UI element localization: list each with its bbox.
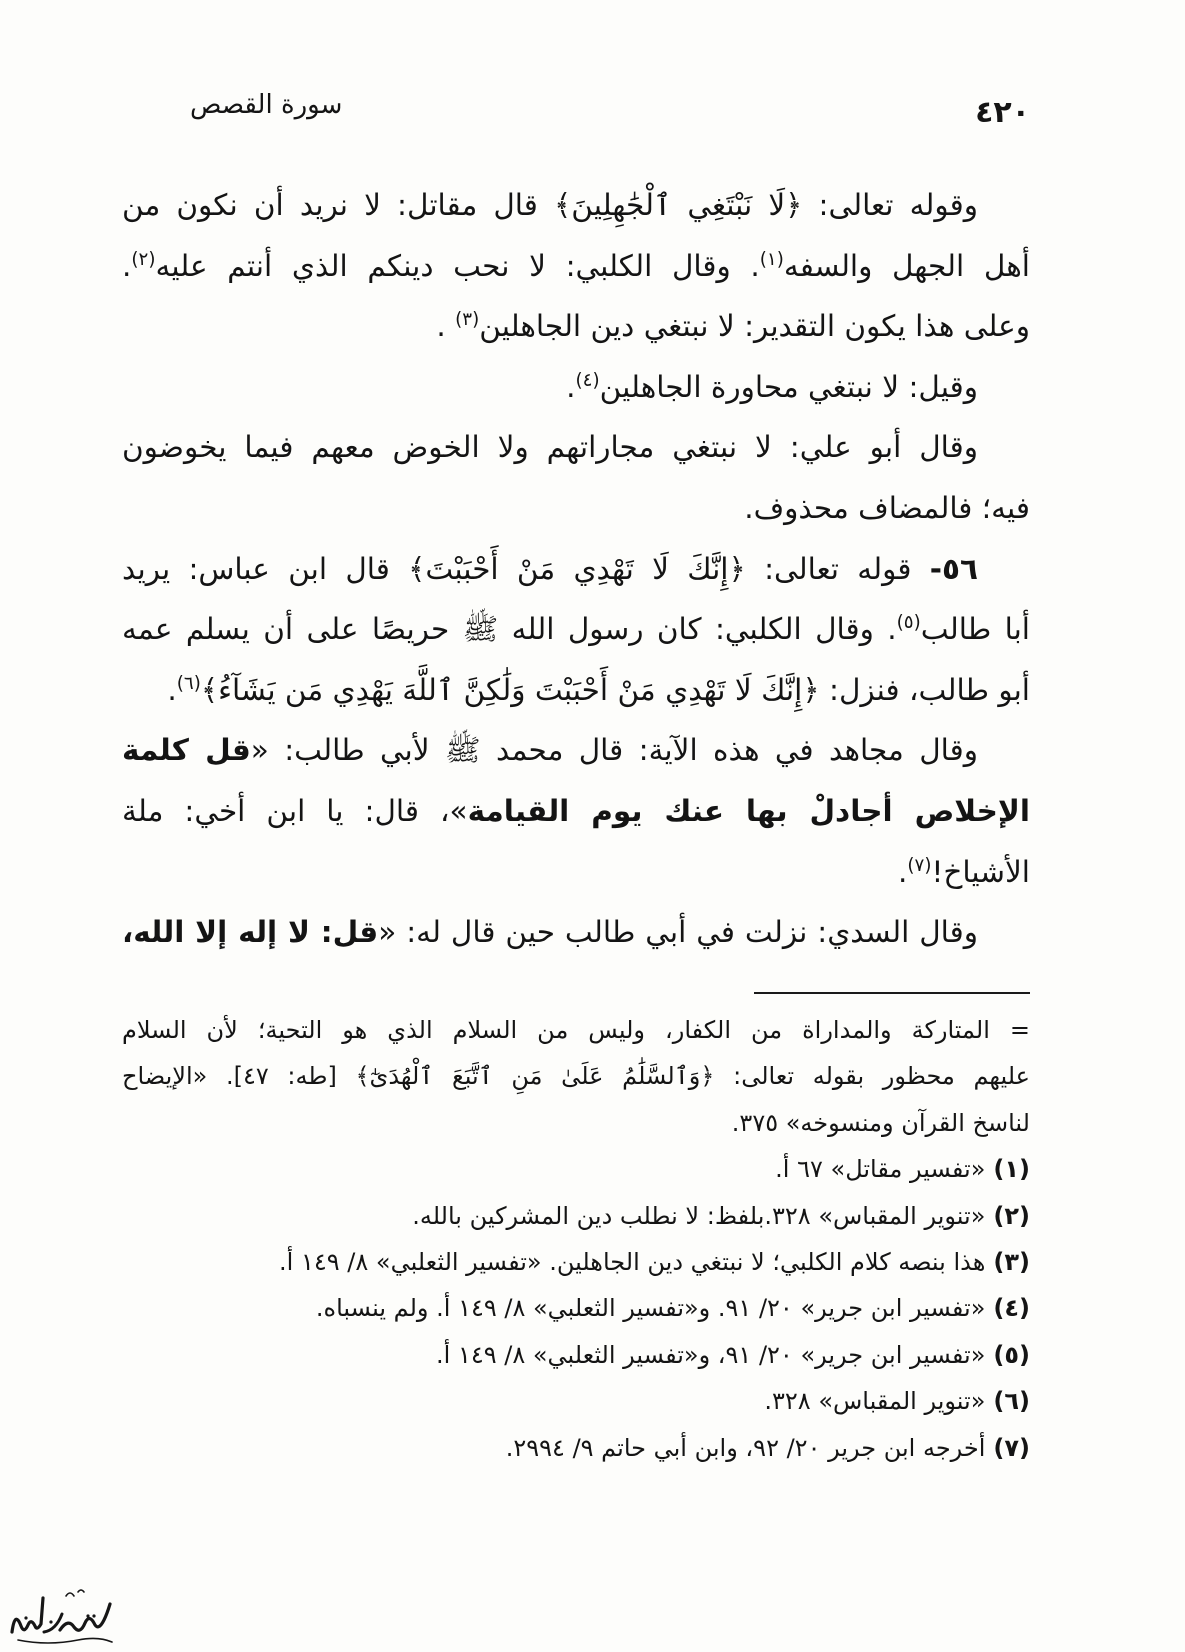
footnote — [122, 1378, 1030, 1424]
footnote-separator — [754, 992, 1030, 994]
text-segment: . — [122, 248, 132, 283]
text-segment: . — [898, 854, 908, 889]
footnote-text: «تفسير ابن جرير» ٢٠/ ٩١، و«تفسير الثعلبي» ٨/ ١٤٩ أ. — [436, 1340, 986, 1369]
footnote-marker: (٥) — [896, 612, 921, 634]
paragraph — [122, 720, 1030, 902]
text-segment: وعلى هذا يكون التقدير: لا نبتغي دين الجاهلين — [479, 309, 1030, 344]
text-segment: »، قال: يا ابن أخي: ملة — [122, 793, 468, 828]
footnote — [122, 1239, 1030, 1285]
paragraph — [122, 175, 1030, 357]
text-line — [122, 902, 1030, 963]
text-line — [122, 417, 1030, 478]
footnote — [122, 1332, 1030, 1378]
text-segment: وقيل: لا نبتغي محاورة الجاهلين — [599, 369, 978, 404]
footnotes — [122, 1007, 1030, 1471]
footnote-number: (٧) — [993, 1433, 1030, 1462]
text-line — [122, 357, 1030, 418]
paragraph — [122, 357, 1030, 418]
watermark-logo-icon — [4, 1582, 118, 1648]
footnote-text: أخرجه ابن جرير ٢٠/ ٩٢، وابن أبي حاتم ٩/ ٢٩٩٤. — [505, 1433, 986, 1462]
text-segment: وقال مجاهد في هذه الآية: قال محمد ﷺ لأبي طالب: « — [250, 733, 978, 768]
text-segment: الأشياخ! — [931, 854, 1030, 889]
main-text — [122, 175, 1030, 963]
footnote-number: (١) — [993, 1155, 1030, 1184]
text-segment: . — [167, 672, 177, 707]
footnote-marker: (٣) — [455, 309, 480, 331]
text-segment: أبو طالب، فنزل: ﴿إِنَّكَ لَا تَهْدِي مَنْ أَحْبَبْتَ وَلَٰكِنَّ ٱللَّهَ يَهْدِي مَن يَشَآءُ﴾ — [200, 672, 1030, 707]
text-segment: فيه؛ فالمضاف محذوف. — [744, 490, 1030, 525]
text-line — [122, 781, 1030, 842]
surah-title: سورة القصص — [190, 90, 343, 120]
footnote-text: «تنوير المقباس» ٣٢٨.بلفظ: لا نطلب دين المشركين بالله. — [412, 1201, 986, 1230]
footnote-text: «تنوير المقباس» ٣٢٨. — [764, 1387, 986, 1416]
footnote-number: (٢) — [993, 1201, 1030, 1230]
text-segment: . وقال الكلبي: كان رسول الله ﷺ حريصًا على أن يسلم عمه — [122, 612, 897, 647]
text-line — [122, 296, 1030, 357]
footnote-number: (٤) — [993, 1294, 1030, 1323]
text-segment: قوله تعالى: ﴿إِنَّكَ لَا تَهْدِي مَنْ أَحْبَبْتَ﴾ قال ابن عباس: يريد — [122, 551, 930, 586]
footnote-continuation-line: = المتاركة والمداراة من الكفار، وليس من السلام الذي هو التحية؛ لأن السلام — [122, 1016, 1030, 1044]
footnote-marker: (١) — [759, 248, 784, 270]
watermark-logo — [4, 1582, 118, 1648]
footnote — [122, 1425, 1030, 1471]
text-segment: . — [566, 369, 576, 404]
text-segment: أبا طالب — [920, 612, 1030, 647]
paragraph — [122, 417, 1030, 538]
footnote — [122, 1193, 1030, 1239]
footnote — [122, 1146, 1030, 1192]
text-line — [122, 539, 1030, 600]
footnote-number: (٣) — [993, 1247, 1030, 1276]
page-number: ٤٢٠ — [975, 95, 1030, 130]
footnote-marker: (٧) — [907, 854, 932, 876]
bold-text: ٥٦- — [929, 551, 978, 586]
text-line — [122, 842, 1030, 903]
footnote-text: هذا بنصه كلام الكلبي؛ لا نبتغي دين الجاهلين. «تفسير الثعلبي» ٨/ ١٤٩ أ. — [279, 1247, 986, 1276]
footnote-number: (٦) — [993, 1387, 1030, 1416]
footnote-text: «تفسير ابن جرير» ٢٠/ ٩١. و«تفسير الثعلبي» ٨/ ١٤٩ أ. ولم ينسباه. — [315, 1294, 986, 1323]
text-segment: وقال السدي: نزلت في أبي طالب حين قال له: « — [378, 915, 978, 950]
bold-text: قل كلمة — [122, 733, 251, 768]
text-segment: وقال أبو علي: لا نبتغي مجاراتهم ولا الخوض معهم فيما يخوضون — [122, 430, 978, 465]
footnote-marker: (٦) — [176, 672, 201, 694]
footnote-text: «تفسير مقاتل» ٦٧ أ. — [775, 1155, 986, 1184]
footnote — [122, 1285, 1030, 1331]
paragraph — [122, 902, 1030, 963]
text-segment: . — [436, 309, 456, 344]
text-line — [122, 660, 1030, 721]
text-line — [122, 236, 1030, 297]
footnote-marker: (٤) — [575, 369, 600, 391]
text-segment: . وقال الكلبي: لا نحب دينكم الذي أنتم عليه — [155, 248, 760, 283]
footnote-continuation-line: لناسخ القرآن ومنسوخه» ٣٧٥. — [731, 1108, 1030, 1137]
text-segment: أهل الجهل والسفه — [783, 248, 1030, 283]
text-line — [122, 720, 1030, 781]
text-line — [122, 599, 1030, 660]
footnote-number: (٥) — [993, 1340, 1030, 1369]
bold-text: قل: لا إله إلا الله، — [122, 915, 379, 950]
bold-text: الإخلاص أجادلْ بها عنك يوم القيامة — [467, 793, 1030, 828]
text-line — [122, 175, 1030, 236]
text-segment: وقوله تعالى: ﴿لَا نَبْتَغِي ٱلْجَٰهِلِينَ﴾ قال مقاتل: لا نريد أن نكون من — [122, 188, 978, 222]
footnote-marker: (٢) — [131, 248, 156, 270]
paragraph — [122, 539, 1030, 721]
text-line — [122, 478, 1030, 539]
footnote-continuation-line: عليهم محظور بقوله تعالى: ﴿وَٱلسَّلَٰمُ عَلَىٰ مَنِ ٱتَّبَعَ ٱلْهُدَىٰٓ﴾ [طه: ٤٧]. «الإيضاح — [122, 1062, 1030, 1091]
